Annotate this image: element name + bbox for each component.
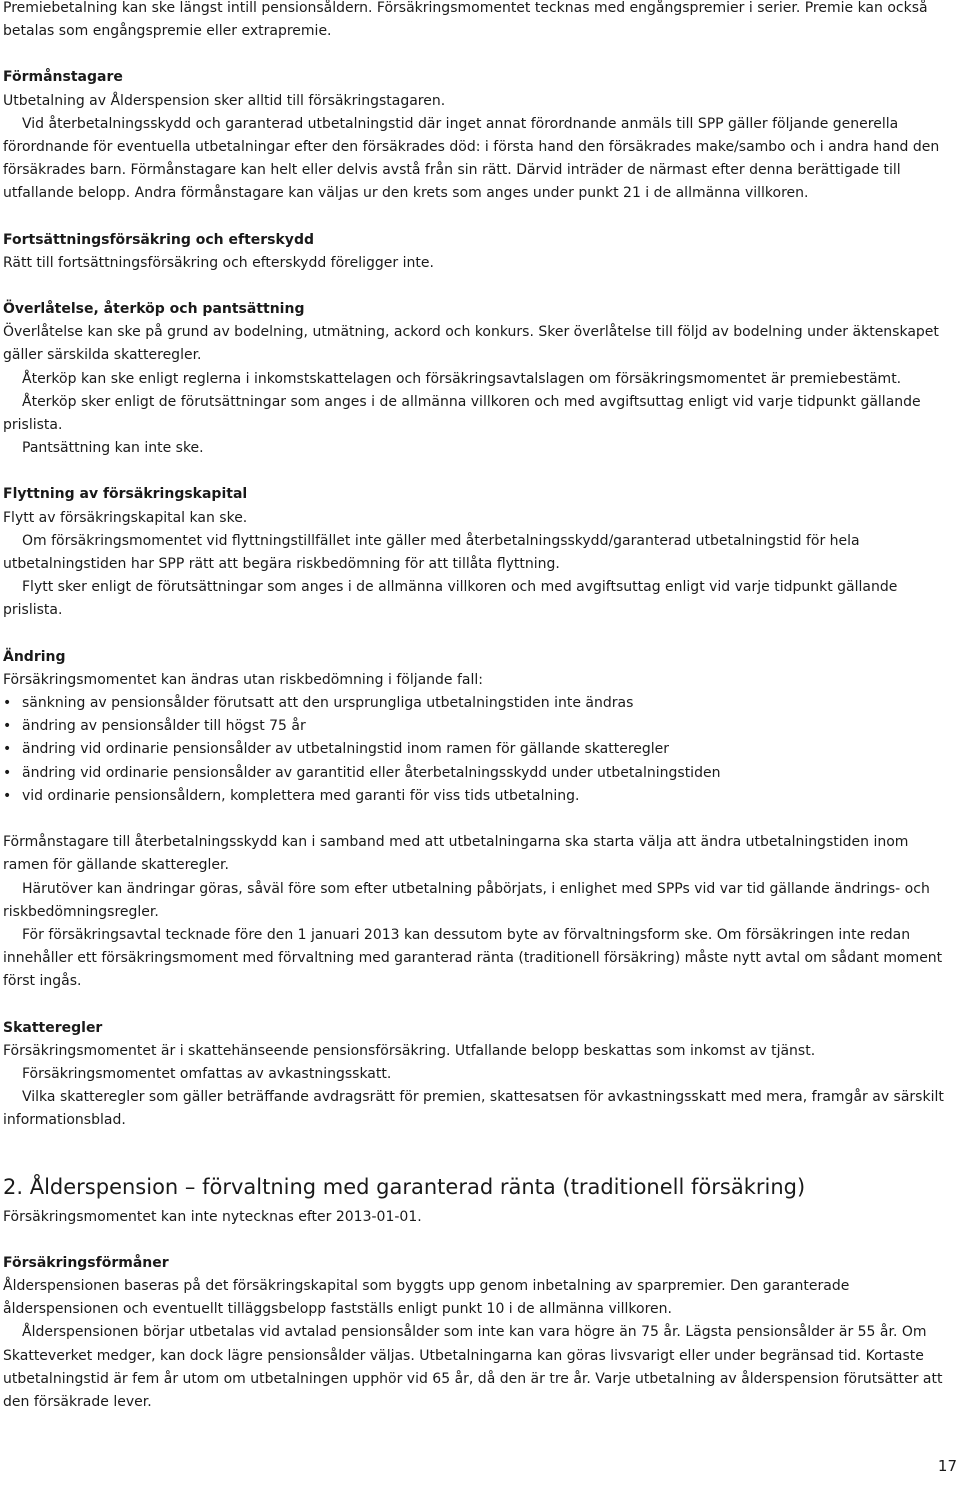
flyttning-p1: Flytt av försäkringskapital kan ske. (3, 509, 248, 526)
list-item: • ändring vid ordinarie pensionsålder av garantitid eller återbetalningsskydd under utbetalningstiden (3, 762, 958, 785)
overlatelse-p1: Överlåtelse kan ske på grund av bodelning, utmätning, ackord och konkurs. Sker överlåtelse till följd av bodelning under äktenskapet gäller särskilda skatteregler. (3, 324, 939, 364)
formaner-p1: Ålderspensionen baseras på det försäkringskapital som byggts upp genom inbetalning av sparpremier. Den garanterade ålderspensionen och eventuellt tilläggsbelopp fastställs enligt punkt 10 i de allmänna villkoren. (3, 1277, 850, 1318)
section-flyttning (3, 483, 958, 622)
formanstagare-p1: Utbetalning av Ålderspension sker alltid till försäkringstagaren. (3, 92, 446, 109)
heading-formaner: Försäkringsförmåner (3, 1254, 169, 1271)
heading-overlatelse: Överlåtelse, återköp och pantsättning (3, 301, 305, 318)
list-item: • vid ordinarie pensionsåldern, komplettera med garanti för viss tids utbetalning. (3, 785, 958, 808)
andring-p2: Härutöver kan ändringar göras, såväl före som efter utbetalning påbörjats, i enlighet med SPPs vid var tid gällande ändrings- och riskbedömningsregler. (3, 880, 930, 920)
list-item: • sänkning av pensionsålder förutsatt att den ursprungliga utbetalningstiden inte ändras (3, 692, 958, 715)
andring-p3: För försäkringsavtal tecknade före den 1 januari 2013 kan dessutom byte av förvaltningsform ske. Om försäkringen inte redan innehåller ett försäkringsmoment med förvaltning med garanterad ränta (traditionell försäkring) måste nytt avtal om sådant moment först ingås. (3, 926, 943, 990)
intro-paragraph: Premiebetalning kan ske längst intill pensionsåldern. Försäkringsmomentet tecknas med engångspremier i serier. Premie kan också betalas som engångspremie eller extrapremie. (3, 0, 928, 40)
formanstagare-p2: Vid återbetalningsskydd och garanterad utbetalningstid där inget annat förordnande anmäls till SPP gäller följande generella förordnande för eventuella utbetalningar efter den försäkrades död: i första hand den försäkrades make/sambo och i andra hand den försäkrades barn. Förmånstagare kan helt eller delvis avstå från sin rätt. Därvid inträder de närmast efter denna berättigade till utfallande belopp. Andra förmånstagare kan väljas ur den krets som anges under punkt 21 i de allmänna villkoren. (3, 115, 940, 202)
heading-skatteregler: Skatteregler (3, 1019, 103, 1036)
section-formanstagare (3, 66, 958, 205)
flyttning-p3: Flytt sker enligt de förutsättningar som anges i de allmänna villkoren och med avgiftsuttag enligt vid varje tidpunkt gällande prislista. (3, 579, 898, 619)
overlatelse-p2: Återköp kan ske enligt reglerna i inkomstskattelagen och försäkringsavtalslagen om försäkringsmomentet är premiebestämt. (22, 370, 902, 387)
skatteregler-p1: Försäkringsmomentet är i skattehänseende pensionsförsäkring. Utfallande belopp beskattas som inkomst av tjänst. (3, 1042, 816, 1059)
heading-andring: Ändring (3, 648, 66, 665)
heading-formanstagare: Förmånstagare (3, 69, 123, 86)
section-overlatelse (3, 298, 958, 460)
page-number: 17 (937, 1457, 957, 1475)
section-andring (3, 646, 958, 994)
skatteregler-p2: Försäkringsmomentet omfattas av avkastningsskatt. (22, 1065, 392, 1082)
heading-section-2: 2. Ålderspension – förvaltning med garanterad ränta (traditionell försäkring) (3, 1174, 806, 1199)
heading-fortsattning: Fortsättningsförsäkring och efterskydd (3, 231, 314, 248)
list-item: • ändring av pensionsålder till högst 75 år (3, 715, 958, 738)
flyttning-p2: Om försäkringsmomentet vid flyttningstillfället inte gäller med återbetalningsskydd/garanterad utbetalningstid för hela utbetalningstiden har SPP rätt att begära riskbedömning för att tillåta flyttning. (3, 532, 860, 573)
section-formaner (3, 1252, 958, 1414)
andring-intro: Försäkringsmomentet kan ändras utan riskbedömning i följande fall: (3, 671, 483, 688)
fortsattning-p1: Rätt till fortsättningsförsäkring och efterskydd föreligger inte. (3, 254, 434, 271)
document-page (3, 0, 958, 1414)
section-skatteregler (3, 1017, 958, 1133)
heading-flyttning: Flyttning av försäkringskapital (3, 486, 248, 503)
list-item: • ändring vid ordinarie pensionsålder av utbetalningstid inom ramen för gällande skatteregler (3, 738, 958, 761)
formaner-p2: Ålderspensionen börjar utbetalas vid avtalad pensionsålder som inte kan vara högre än 75 år. Lägsta pensionsålder är 55 år. Om Skatteverket medger, kan dock lägre pensionsålder väljas. Utbetalningarna kan göras livsvarigt eller under begränsad tid. Kortaste utbetalningstid är fem år utom om utbetalningen upphör vid 65 år, då den är tre år. Varje utbetalning av ålderspension förutsätter att den försäkrade lever. (3, 1324, 943, 1410)
skatteregler-p3: Vilka skatteregler som gäller beträffande avdragsrätt för premien, skattesatsen för avkastningsskatt med mera, framgår av särskilt informationsblad. (3, 1089, 944, 1129)
overlatelse-p4: Pantsättning kan inte ske. (22, 440, 204, 457)
section-fortsattning (3, 229, 958, 275)
section-2-subtitle: Försäkringsmomentet kan inte nytecknas efter 2013-01-01. (3, 1208, 422, 1225)
overlatelse-p3: Återköp sker enligt de förutsättningar som anges i de allmänna villkoren och med avgiftsuttag enligt vid varje tidpunkt gällande prislista. (3, 393, 921, 434)
andring-p1: Förmånstagare till återbetalningsskydd kan i samband med att utbetalningarna ska starta välja att ändra utbetalningstiden inom ramen för gällande skatteregler. (3, 834, 909, 874)
andring-bullet-list (3, 692, 958, 808)
